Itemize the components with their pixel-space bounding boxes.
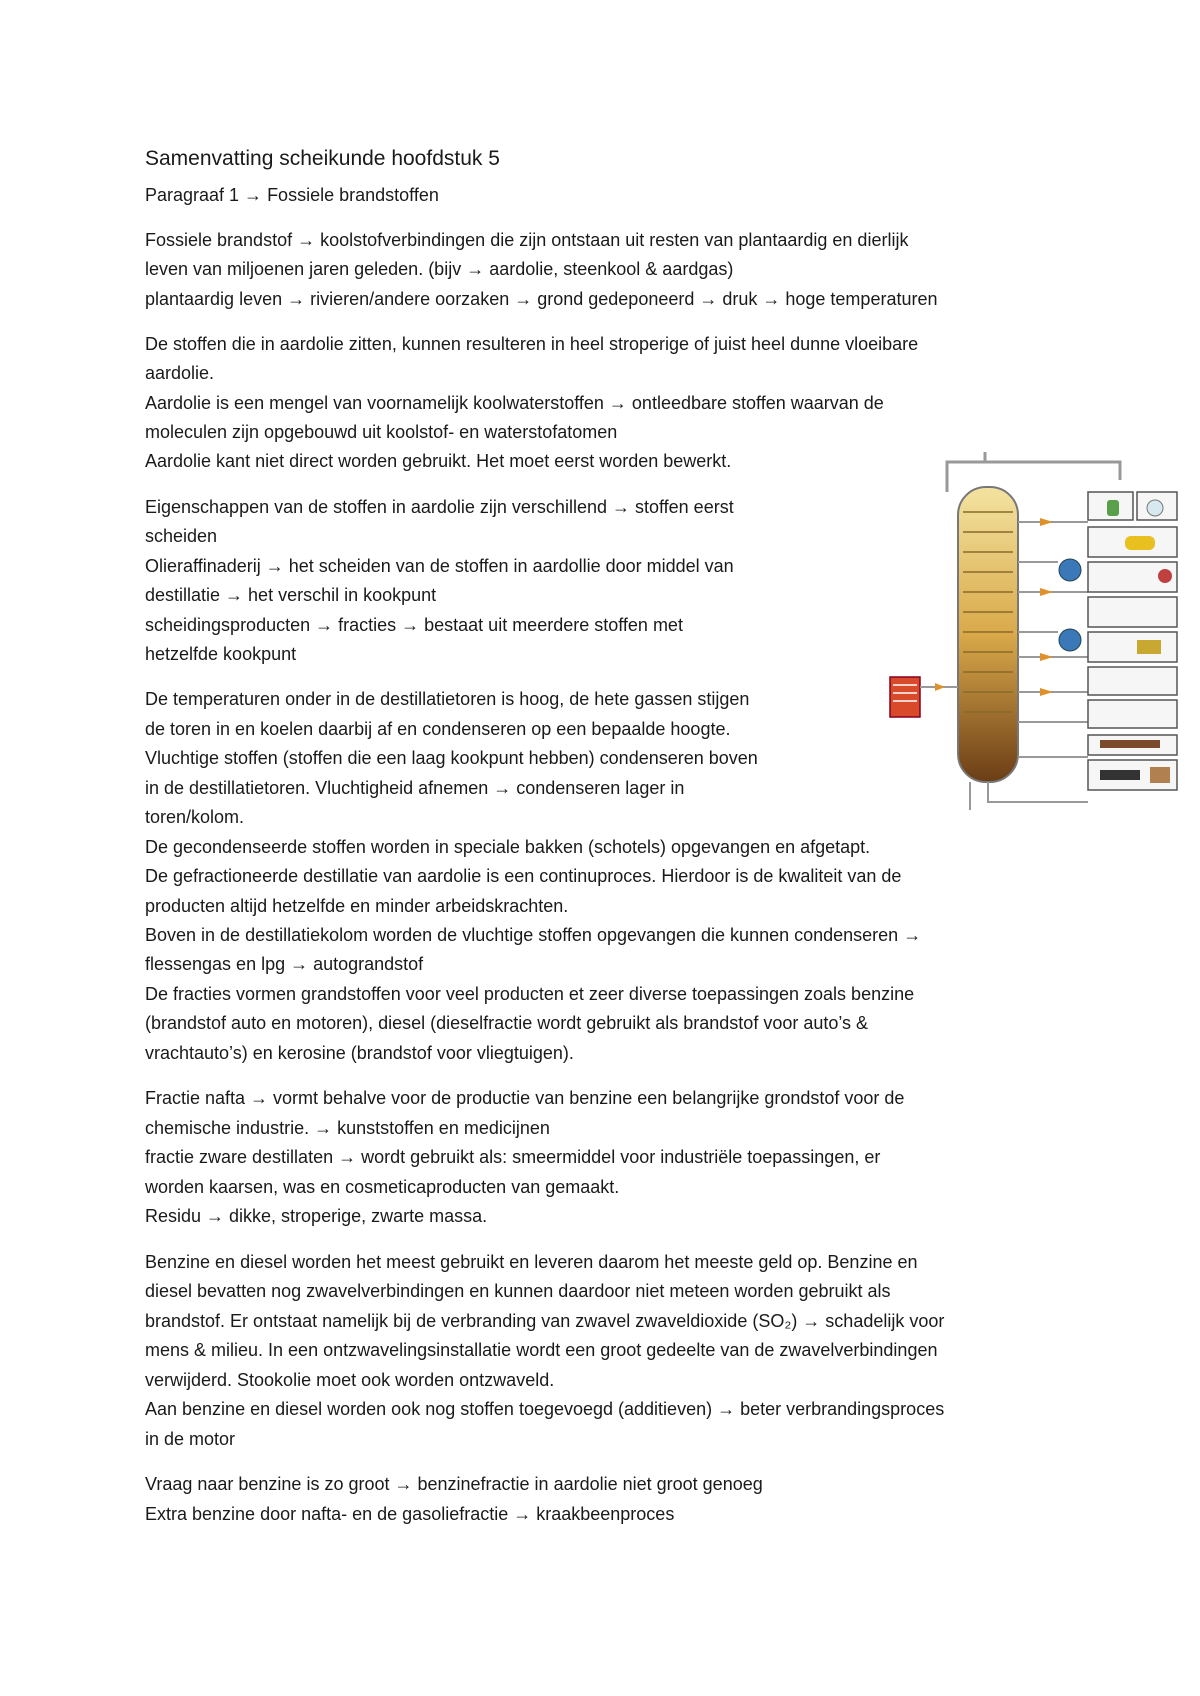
text-line: in de destillatietoren. Vluchtigheid afnemen → condenseren lager in xyxy=(145,778,685,798)
text-line: De fracties vormen grandstoffen voor veel producten et zeer diverse toepassingen zoals benzine xyxy=(145,984,915,1004)
text-line: scheiden xyxy=(145,526,218,546)
text-line: Residu → dikke, stroperige, zwarte massa. xyxy=(145,1206,488,1226)
text-line: Fossiele brandstof → koolstofverbindingen die zijn ontstaan uit resten van plantaardig en dierlijk xyxy=(145,230,909,250)
text-line: worden kaarsen, was en cosmeticaproducten van gemaakt. xyxy=(145,1177,620,1197)
text-line: aardolie. xyxy=(145,363,215,383)
text-line: fractie zware destillaten → wordt gebruikt als: smeermiddel voor industriële toepassingen, er xyxy=(145,1147,881,1167)
text-line: moleculen zijn opgebouwd uit koolstof- en waterstofatomen xyxy=(145,422,618,442)
distillation-tower-illustration xyxy=(875,452,1180,820)
text-line: chemische industrie. → kunststoffen en medicijnen xyxy=(145,1118,550,1138)
text-line: plantaardig leven → rivieren/andere oorzaken → grond gedeponeerd → druk → hoge temperaturen xyxy=(145,289,938,309)
text-line: verwijderd. Stookolie moet ook worden ontzwaveld. xyxy=(145,1370,555,1390)
text-line: scheidingsproducten → fracties → bestaat uit meerdere stoffen met xyxy=(145,615,683,635)
text-line: Extra benzine door nafta- en de gasoliefractie → kraakbeenproces xyxy=(145,1504,675,1524)
text-line: brandstof. Er ontstaat namelijk bij de verbranding van zwavel zwaveldioxide (SO₂) → schadelijk voor xyxy=(145,1311,945,1331)
text-line: De gefractioneerde destillatie van aardolie is een continuproces. Hierdoor is de kwaliteit van de xyxy=(145,866,902,886)
text-line: vrachtauto’s) en kerosine (brandstof voor vliegtuigen). xyxy=(145,1043,574,1063)
text-line: mens & milieu. In een ontzwavelingsinstallatie wordt een groot gedeelte van de zwavelverbindingen xyxy=(145,1340,938,1360)
text-line: De gecondenseerde stoffen worden in speciale bakken (schotels) opgevangen en afgetapt. xyxy=(145,837,871,857)
text-line: Eigenschappen van de stoffen in aardolie zijn verschillend → stoffen eerst xyxy=(145,497,734,517)
text-line: de toren in en koelen daarbij af en condenseren op een bepaalde hoogte. xyxy=(145,719,731,739)
page-title: Samenvatting scheikunde hoofdstuk 5 xyxy=(145,147,500,170)
text-line: diesel bevatten nog zwavelverbindingen en kunnen daardoor niet meteen worden gebruikt als xyxy=(145,1281,891,1301)
text-line: (brandstof auto en motoren), diesel (dieselfractie wordt gebruikt als brandstof voor auto’s & xyxy=(145,1013,869,1033)
text-line: Paragraaf 1 → Fossiele brandstoffen xyxy=(145,185,439,205)
text-line: Vraag naar benzine is zo groot → benzinefractie in aardolie niet groot genoeg xyxy=(145,1474,763,1494)
text-line: in de motor xyxy=(145,1429,236,1449)
text-line: Olieraffinaderij → het scheiden van de stoffen in aardollie door middel van xyxy=(145,556,734,576)
text-line: Aardolie is een mengel van voornamelijk koolwaterstoffen → ontleedbare stoffen waarvan de xyxy=(145,393,884,413)
text-line: producten altijd hetzelfde en minder arbeidskrachten. xyxy=(145,896,569,916)
text-line: leven van miljoenen jaren geleden. (bijv → aardolie, steenkool & aardgas) xyxy=(145,259,734,279)
text-line: flessengas en lpg → autograndstof xyxy=(145,954,424,974)
text-line: Aardolie kant niet direct worden gebruikt. Het moet eerst worden bewerkt. xyxy=(145,451,732,471)
text-line: destillatie → het verschil in kookpunt xyxy=(145,585,437,605)
text-line: hetzelfde kookpunt xyxy=(145,644,297,664)
text-line: Fractie nafta → vormt behalve voor de productie van benzine een belangrijke grondstof voor de xyxy=(145,1088,905,1108)
text-line: toren/kolom. xyxy=(145,807,245,827)
text-line: Aan benzine en diesel worden ook nog stoffen toegevoegd (additieven) → beter verbrandingsproces xyxy=(145,1399,945,1419)
text-line: De stoffen die in aardolie zitten, kunnen resulteren in heel stroperige of juist heel dunne vloeibare xyxy=(145,334,919,354)
text-line: Boven in de destillatiekolom worden de vluchtige stoffen opgevangen die kunnen condenseren → xyxy=(145,925,922,945)
text-line: Benzine en diesel worden het meest gebruikt en leveren daarom het meeste geld op. Benzine en xyxy=(145,1252,918,1272)
text-line: De temperaturen onder in de destillatietoren is hoog, de hete gassen stijgen xyxy=(145,689,750,709)
text-line: Vluchtige stoffen (stoffen die een laag kookpunt hebben) condenseren boven xyxy=(145,748,758,768)
